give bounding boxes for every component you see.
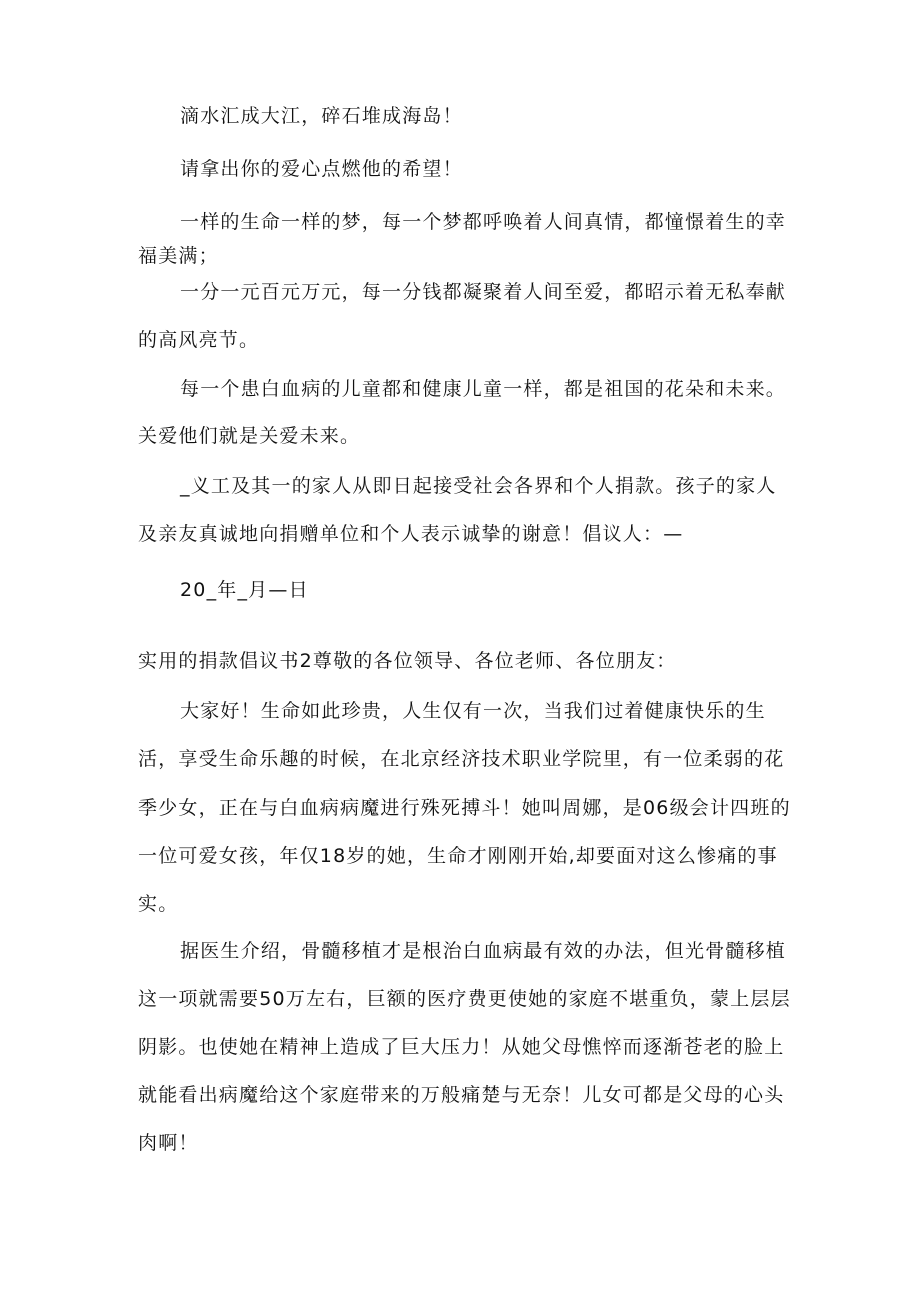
text-line: 关爱他们就是关爱未来。 <box>138 425 361 447</box>
text-line: 肉啊！ <box>138 1132 199 1154</box>
text-line: 活，享受生命乐趣的时候，在北京经济技术职业学院里，有一位柔弱的花 <box>138 748 785 770</box>
text-line: 一分一元百元万元，每一分钱都凝聚着人间至爱，都昭示着无私奉献 <box>180 281 787 303</box>
text-line: 季少女，正在与白血病病魔进行殊死搏斗！她叫周娜，是06级会计四班的 <box>138 797 791 819</box>
text-line: 请拿出你的爱心点燃他的希望！ <box>180 158 463 180</box>
text-line: 阴影。也使她在精神上造成了巨大压力！从她父母憔悴而逐渐苍老的脸上 <box>138 1036 785 1058</box>
text-line: _义工及其一的家人从即日起接受社会各界和个人捐款。孩子的家人 <box>180 475 777 497</box>
text-line: 实。 <box>138 893 179 915</box>
text-line: 大家好！生命如此珍贵，人生仅有一次，当我们过着健康快乐的生 <box>180 700 766 722</box>
text-line: 及亲友真诚地向捐赠单位和个人表示诚挚的谢意！倡议人：— <box>138 523 684 545</box>
section-heading: 实用的捐款倡议书2尊敬的各位领导、各位老师、各位朋友： <box>138 650 677 672</box>
text-line: 的高风亮节。 <box>138 329 260 351</box>
text-line: 一位可爱女孩，年仅18岁的她，生命才刚刚开始,却要面对这么惨痛的事 <box>138 845 778 867</box>
text-line: 这一项就需要50万左右，巨额的医疗费更使她的家庭不堪重负，蒙上层层 <box>138 988 791 1010</box>
text-line: 据医生介绍，骨髓移植才是根治白血病最有效的办法，但光骨髓移植 <box>180 940 787 962</box>
text-line: 一样的生命一样的梦，每一个梦都呼唤着人间真情，都憧憬着生的幸 <box>180 211 787 233</box>
text-line: 每一个患白血病的儿童都和健康儿童一样，都是祖国的花朵和未来。 <box>180 378 787 400</box>
text-line: 滴水汇成大江，碎石堆成海岛！ <box>180 105 463 127</box>
text-line: 福美满； <box>138 245 219 267</box>
text-line: 就能看出病魔给这个家庭带来的万般痛楚与无奈！儿女可都是父母的心头 <box>138 1084 785 1106</box>
date-line: 20_年_月—日 <box>180 579 309 601</box>
